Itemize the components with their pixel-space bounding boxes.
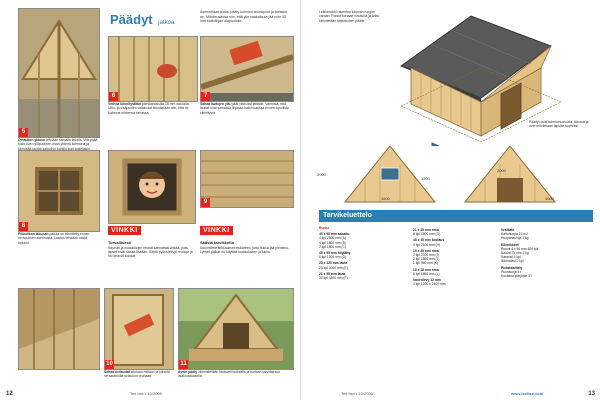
materials-item: 20 kpl 2000 mm (E) — [319, 265, 348, 270]
materials-item: 4 kpl 2100 mm (H) — [413, 242, 441, 247]
materials-item: Kuultava pohjuste 3 l — [501, 274, 532, 279]
materials-heading: 15 x 15 mm rima — [413, 267, 439, 272]
caption-bold: Sahaa lautojen ylä- — [200, 102, 231, 106]
caption-bold: Pikkulikan ikkunan — [18, 232, 49, 236]
right-page — [300, 0, 600, 400]
materials-item: 2 kpl 2700 mm (I) — [413, 253, 439, 258]
materials-heading: 45 x 95 mm sahattu — [319, 232, 350, 237]
photo-saw-board — [200, 36, 294, 102]
materials-heading: Vanerilevy 12 mm — [413, 278, 441, 283]
materials-heading: 15 x 45 mm rima — [413, 248, 439, 253]
materials-heading: Kiinnikkeet — [501, 242, 519, 247]
footer-right: Tee itse • 10/2005 — [341, 391, 373, 396]
materials-heading: 28 x 120 mm lauta — [319, 261, 348, 266]
gable-frame-illustration — [19, 9, 99, 137]
page-number-left: 12 — [6, 391, 13, 397]
page-title — [110, 12, 174, 27]
materials-item: Huopanauloja 1 kg — [501, 236, 529, 241]
photo-number: 5 — [19, 128, 28, 137]
materials-item: Kattohuopa 15 m2 — [501, 232, 528, 237]
child-window-illustration — [109, 151, 195, 223]
materials-heading: 21 x 45 mm rima — [413, 228, 439, 232]
caption-bold: Sahaa ovilaudat — [104, 370, 130, 374]
caption-photo-10 — [104, 370, 174, 379]
open-gable-illustration — [179, 289, 293, 369]
caption-text: pienikantaisilla 35 mm nauloilla. Ulko- ja sisäpuolen välilaudat kiinnitetään niin, että ne kulkevat toistensa lomassa. — [108, 102, 190, 115]
materials-column-3 — [501, 226, 591, 278]
materials-item: 4 kpl 1200 x 2400 mm — [413, 282, 446, 287]
photo-number: 9 — [201, 198, 210, 207]
materials-item: Ruuvit 4 x 50 mm 500 kpl — [501, 246, 539, 251]
photo-window-frame — [18, 150, 100, 232]
door-boards-illustration — [19, 289, 99, 369]
intro-text: Asennetaan aluksi pääty-kolmion reunapuut ja tuetaan ne. Mitoita alaosa niin, että ylin vaakalauta jää noin 30 mm kattolinjan alapuolelle. — [200, 10, 287, 23]
tip-body-2: Suunnittele leikkaukset etukäteen, jotta hukka jää pieneksi. Lyhyet pätkät voi käyttää koolaukseen ja tukiin. — [200, 246, 289, 255]
side-text-1: Leikkimökki rakentuu tukevan rungon varaan. Runko tuetaan vinotuilla ja katto kiinnitetään kattotuolien päälle. — [319, 10, 380, 23]
caption-photo-6 — [108, 102, 196, 115]
materials-item: 1 kpl 960 mm (K) — [413, 261, 439, 266]
caption-text: viimeistellään lautaverhouksella ja tuetaan tarvittaessa lisäkoolauksella. — [178, 370, 280, 379]
materials-item: 30 kpl 1800 mm (F) — [319, 276, 348, 281]
site-url[interactable]: www.teeitse.com — [511, 391, 544, 396]
tip-body-1: Ikkunan ja oviaukkojen reunat kannattaa viistää, jotta lapset eivät satuta itseään. Käytä pyöristettyjä reunoja ja hio terävät kohdat. — [108, 246, 193, 259]
photo-board-cladding — [108, 36, 198, 102]
title-suffix: jatkoa — [158, 20, 175, 26]
photo-door-boards — [18, 288, 100, 370]
dimension-label: 1600 — [381, 196, 390, 201]
caption-text: tehdään samalla tavalla. Voit pitää koko oven yläpuolisen osan yhtenä kolmiona ja kiinnittää laudat samoihin kohtiin kuin toisellakin — [18, 138, 98, 151]
materials-item: 4 kpl 2000 mm (A) — [319, 236, 346, 241]
materials-item: 6 kpl 1200 mm (D) — [319, 255, 347, 260]
dimension-label: 2000 — [497, 168, 506, 173]
caption-bold: Verhoa kiinnitystään — [108, 102, 141, 106]
dimension-label: 1500 — [421, 176, 430, 181]
materials-item: 8 kpl 1900 mm (G) — [413, 232, 441, 237]
materials-heading: Vesikate — [501, 228, 515, 232]
caption-bold: Oviaukon yläosa — [18, 138, 45, 142]
materials-item: 2 kpl 1600 mm (C) — [319, 244, 347, 249]
materials-item: 4 kpl 1800 mm (B) — [319, 240, 346, 245]
materials-heading: 21 x 95 mm lauta — [319, 271, 346, 276]
materials-item: 2 kpl 1850 mm (J) — [413, 257, 440, 262]
photo-number: 11 — [180, 361, 187, 367]
caption-photo-7 — [200, 102, 292, 115]
materials-heading: 45 x 95 mm höylätty — [319, 251, 351, 256]
caption-photo-8 — [18, 232, 98, 245]
saw-board-illustration — [201, 37, 293, 101]
page-number-right: 13 — [588, 391, 595, 397]
caption-text: oikeaan mittaan ja kiinnitä ne saranoilla oviaukon reunaan. — [104, 370, 170, 379]
photo-number: 7 — [201, 92, 210, 101]
photo-number: 10 — [106, 361, 113, 367]
materials-heading: Pintakäsittely — [501, 265, 523, 270]
materials-heading: 45 x 45 mm koolaus — [413, 238, 445, 243]
photo-open-gable — [178, 288, 294, 370]
caption-photo-11 — [178, 370, 292, 379]
saw-door-illustration — [105, 289, 173, 369]
tip-label-1: VINKKI — [108, 226, 141, 235]
wood-detail-illustration — [201, 151, 293, 207]
board-cladding-illustration — [109, 37, 197, 101]
materials-item: Saranat 4 kpl — [501, 255, 521, 260]
photo-child-window — [108, 150, 196, 224]
materials-item: Ikkunalasi 2 kpl — [501, 259, 524, 264]
materials-item: Naulat 75 mm 1 kg — [501, 251, 529, 256]
photo-wood-detail — [200, 150, 294, 208]
tip-title-2: Säästä tarvikkeita — [200, 240, 234, 245]
side-text-2: Päädyt ovat kolmiomuotoisia. Ikkunat ja ovet mitoitetaan lapsille sopiviksi. — [529, 120, 589, 129]
materials-heading: Runko — [319, 226, 330, 230]
materials-column-2 — [413, 226, 497, 286]
materials-header: Tarvikeluettelo — [319, 210, 593, 222]
photo-number: 8 — [19, 222, 28, 231]
window-frame-illustration — [19, 151, 99, 231]
footer-left: Tee itse • 10/2005 — [130, 391, 162, 396]
photo-saw-door — [104, 288, 174, 370]
materials-item: 6 kpl 1860 mm (L) — [413, 271, 440, 276]
tip-label-2: VINKKI — [200, 226, 233, 235]
dimension-label: 1000 — [545, 196, 554, 201]
title-text: Päädyt — [110, 12, 153, 27]
caption-text: paikka on kiinnitetty ennen verhouksen asennusta. Lasitus tehdään vasta lopuksi. — [18, 232, 90, 245]
photo-gable-frame — [18, 8, 100, 138]
materials-column-1 — [319, 226, 409, 280]
materials-item: Puunsuoja 5 l — [501, 269, 521, 274]
caption-text: päät viistoiksi lattialle. Varmista, että laudat ovat samassa linjassa katon kanssa ennen lopullista kiinnitystä. — [200, 102, 289, 115]
tip-title-1: Turvallisesti — [108, 240, 132, 245]
caption-bold: Avoin pääty — [178, 370, 198, 374]
photo-number: 6 — [109, 92, 118, 101]
dimension-label: 2000 — [317, 172, 326, 177]
